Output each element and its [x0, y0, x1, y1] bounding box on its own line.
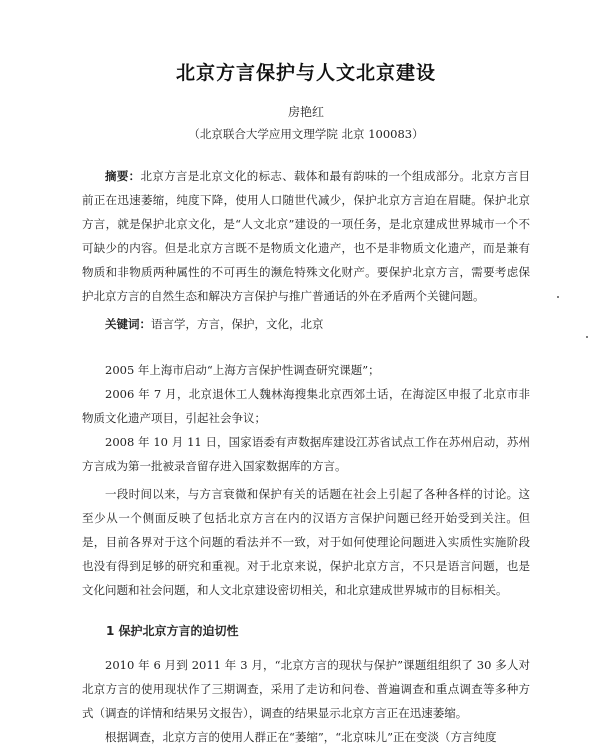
section-body — [82, 653, 530, 749]
intro-body — [82, 358, 530, 602]
author-affiliation: （北京联合大学应用文理学院 北京 100083） — [188, 127, 424, 141]
section-paragraph: 2010 年 6 月到 2011 年 3 月，“北京方言的现状与保护”课题组组织了 30 多人对北京方言的使用现状作了三期调查，采用了走访和问卷、普遍调查和重点调查等多种方式（调查的详情和结果另文报告），调查的结果显示北京方言正在迅速萎缩。 — [82, 658, 530, 720]
keywords-text: 语言学，方言，保护，文化，北京 — [151, 317, 324, 331]
abstract-text: 北京方言是北京文化的标志、载体和最有韵味的一个组成部分。北京方言目前正在迅速萎缩，纯度下降，使用人口随世代减少，保护北京方言迫在眉睫。保护北京方言，就是保护北京文化，是“人文北京”建设的一项任务，是北京建成世界城市一个不可缺少的内容。但是北京方言既不是物质文化遗产，也不是非物质文化遗产，而是兼有物质和非物质两种属性的不可再生的濒危特殊文化财产。要保护北京方言，需要考虑保护北京方言的自然生态和解决方言保护与推广普通话的外在矛盾两个关键问题。 — [82, 169, 531, 303]
section-heading: 1 保护北京方言的迫切性 — [106, 624, 239, 638]
intro-paragraph: 2008 年 10 月 11 日，国家语委有声数据库建设江苏省试点工作在苏州启动，苏州方言成为第一批被录音留存进入国家数据库的方言。 — [82, 435, 530, 473]
abstract-label: 摘要： — [105, 169, 141, 183]
scan-speck — [586, 336, 588, 338]
keywords — [82, 312, 530, 336]
intro-paragraph: 2005 年上海市启动“上海方言保护性调查研究课题”； — [105, 363, 380, 377]
paper-title: 北京方言保护与人文北京建设 — [175, 62, 436, 84]
abstract — [82, 164, 530, 308]
intro-paragraph: 一段时间以来，与方言衰微和保护有关的话题在社会上引起了各种各样的讨论。这至少从一个侧面反映了包括北京方言在内的汉语方言保护问题已经开始受到关注。但是，目前各界对于这个问题的看法并不一致，对于如何使理论问题进入实质性实施阶段也没有得到足够的研究和重视。对于北京来说，保护北京方言，不只是语言问题，也是文化问题和社会问题，和人文北京建设密切相关，和北京建成世界城市的目标相关。 — [82, 487, 530, 597]
author-name: 房艳红 — [287, 105, 324, 119]
section-paragraph: 根据调查，北京方言的使用人群正在“萎缩”，“北京味儿”正在变淡（方言纯度 — [105, 730, 497, 744]
scan-speck — [557, 296, 559, 298]
intro-paragraph: 2006 年 7 月，北京退休工人魏林海搜集北京西郊土话，在海淀区申报了北京市非物质文化遗产项目，引起社会争议； — [82, 387, 530, 425]
keywords-label: 关键词： — [105, 317, 151, 331]
